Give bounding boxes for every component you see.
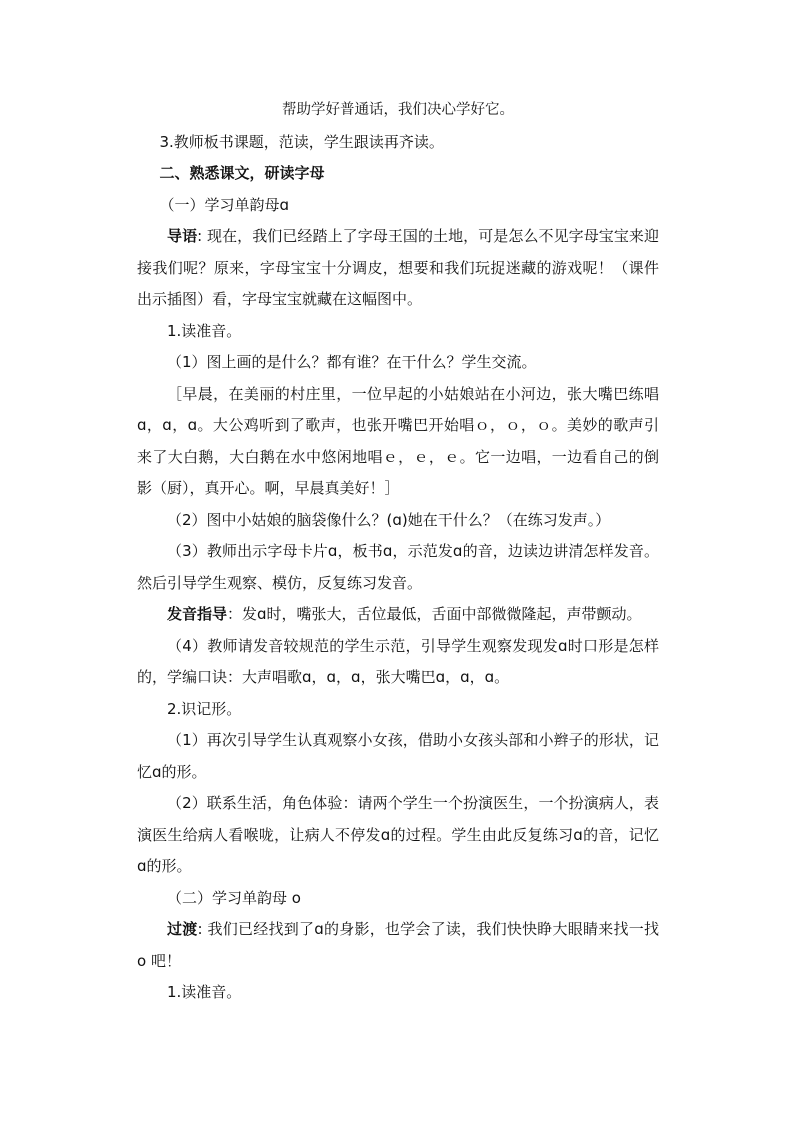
transition-paragraph bbox=[137, 914, 659, 977]
subsection-heading-o: （二）学习单韵母 o bbox=[167, 888, 301, 907]
question-2: （2）图中小姑娘的脑袋像什么？(ɑ)她在干什么？（在练习发声。） bbox=[167, 510, 611, 529]
slogan-line: 帮助学好普通话，我们决心学好它。 bbox=[282, 102, 514, 118]
question-1: （1）图上画的是什么？都有谁？在干什么？学生交流。 bbox=[167, 353, 537, 371]
step-read-sound-o: 1.读准音。 bbox=[167, 983, 242, 1001]
board-paragraph: 3.教师板书课题，范读，学生跟读再齐读。 bbox=[159, 132, 444, 151]
step-read-sound: 1.读准音。 bbox=[167, 321, 242, 340]
intro-label: 导语 bbox=[167, 227, 198, 245]
transition-label: 过渡 bbox=[167, 920, 198, 938]
pronunciation-guide bbox=[137, 599, 659, 631]
subsection-heading-a: （一）学习单韵母ɑ bbox=[159, 195, 290, 214]
guide-label: 发音指导 bbox=[167, 605, 228, 623]
section-heading: 二、熟悉课文，研读字母 bbox=[159, 164, 325, 182]
question-3: （3）教师出示字母卡片ɑ，板书ɑ，示范发ɑ的音，边读边讲清怎样发音。然后引导学生观察、模仿，反复练习发音。 bbox=[137, 542, 659, 592]
guide-text: ：发ɑ时，嘴张大，舌位最低，舌面中部微微隆起，声带颤动。 bbox=[227, 605, 642, 623]
intro-text: : 现在，我们已经踏上了字母王国的土地，可是怎么不见字母宝宝来迎接我们呢？原来，字母宝宝十分调皮，想要和我们玩捉迷藏的游戏呢！（课件出示插图）看，字母宝宝就藏在这幅图中。 bbox=[137, 227, 659, 308]
story-paragraph: ［早晨，在美丽的村庄里，一位早起的小姑娘站在小河边，张大嘴巴练唱ɑ，ɑ，ɑ。大公鸡听到了歌声，也张开嘴巴开始唱ｏ，ｏ，ｏ。美妙的歌声引来了大白鹅，大白鹅在水中悠闲地唱ｅ，ｅ，ｅ。它一边唱，一边看自己的倒影（厨），真开心。啊，早晨真美好！］ bbox=[137, 384, 659, 497]
recognize-1: （1）再次引导学生认真观察小女孩，借助小女孩头部和小辫子的形状，记忆ɑ的形。 bbox=[137, 731, 659, 781]
question-4: （4）教师请发音较规范的学生示范，引导学生观察发现发ɑ时口形是怎样的，学编口诀：大声唱歌ɑ，ɑ，ɑ，张大嘴巴ɑ，ɑ，ɑ。 bbox=[137, 636, 659, 686]
recognize-2: （2）联系生活，角色体验：请两个学生一个扮演医生，一个扮演病人，表演医生给病人看喉咙，让病人不停发ɑ的过程。学生由此反复练习ɑ的音，记忆ɑ的形。 bbox=[137, 794, 659, 875]
step-recognize-shape: 2.识记形。 bbox=[167, 699, 242, 718]
intro-paragraph bbox=[137, 221, 659, 316]
document-body bbox=[137, 95, 659, 1009]
transition-text: : 我们已经找到了ɑ的身影，也学会了读，我们快快睁大眼睛来找一找 o 吧！ bbox=[137, 920, 659, 970]
